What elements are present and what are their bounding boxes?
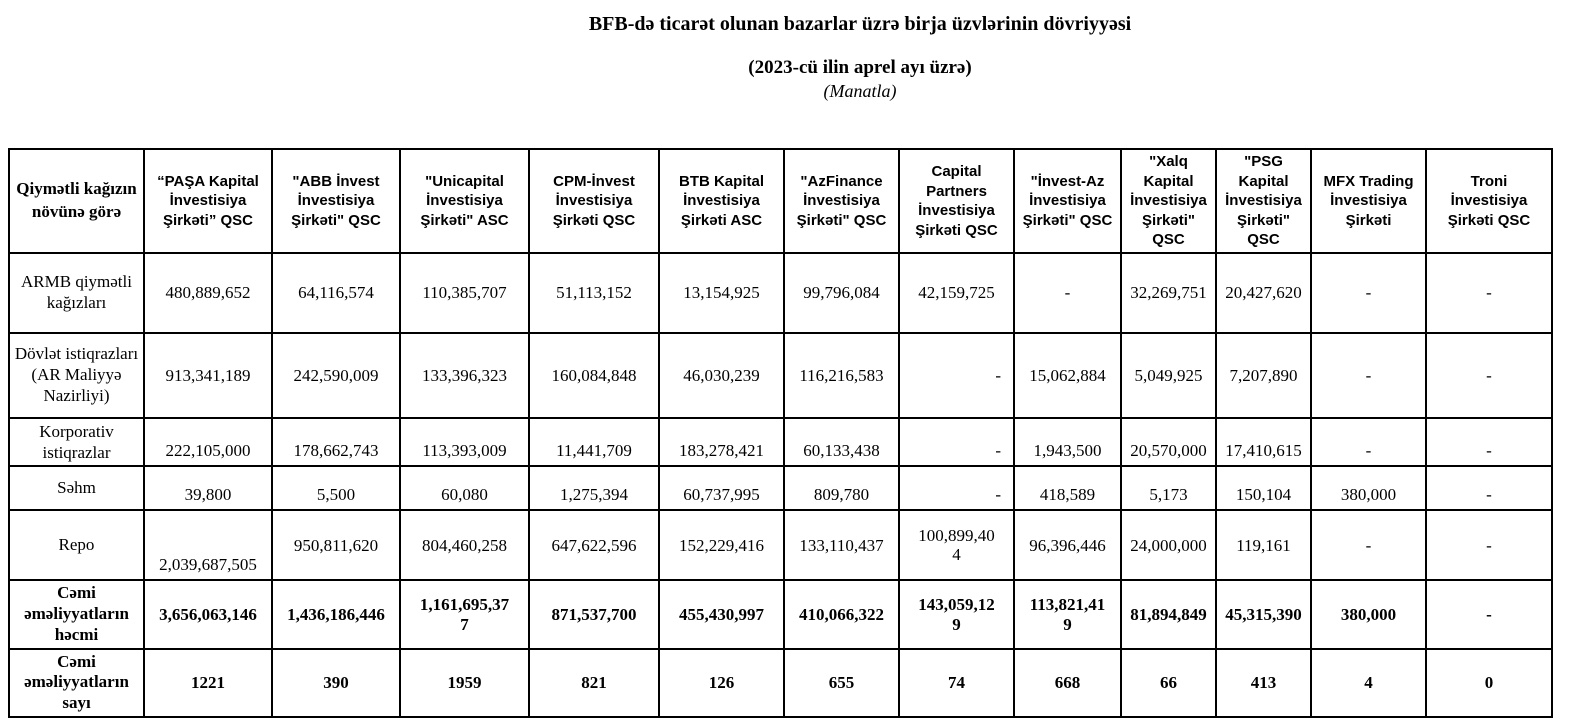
row-label: Dövlət istiqrazları (AR Maliyyə Nazirliyi) [9,333,144,418]
value-cell: 96,396,446 [1014,510,1121,580]
turnover-table [8,148,1553,718]
row-label: Cəmi əməliyyatların həcmi [9,580,144,648]
column-header: Capital Partners İnvestisiya Şirkəti QSC [899,149,1014,253]
value-cell: 160,084,848 [529,333,659,418]
value-cell: - [1311,510,1426,580]
value-cell: 60,133,438 [784,418,899,466]
value-cell: 647,622,596 [529,510,659,580]
value-cell: 5,049,925 [1121,333,1216,418]
value-cell: 60,080 [400,466,529,510]
value-cell: - [1311,333,1426,418]
value-cell: - [1311,418,1426,466]
value-cell: 81,894,849 [1121,580,1216,648]
value-cell: 13,154,925 [659,253,784,333]
table-row [9,580,1552,648]
value-cell: 418,589 [1014,466,1121,510]
value-cell: - [899,418,1014,466]
value-cell: 42,159,725 [899,253,1014,333]
value-cell: 17,410,615 [1216,418,1311,466]
value-cell: 99,796,084 [784,253,899,333]
value-cell: 5,500 [272,466,400,510]
header-row [9,149,1552,253]
column-header: MFX Trading İnvestisiya Şirkəti [1311,149,1426,253]
value-cell: 804,460,258 [400,510,529,580]
value-cell [899,510,1014,580]
value-cell: - [1426,418,1552,466]
table-row [9,253,1552,333]
row-label: Korporativ istiqrazlar [9,418,144,466]
table-row [9,418,1552,466]
value-cell: - [1311,253,1426,333]
value-cell: 1,436,186,446 [272,580,400,648]
value-cell: - [1426,510,1552,580]
value-cell: 480,889,652 [144,253,272,333]
value-text: 100,899,404 [918,525,995,565]
value-cell: 20,427,620 [1216,253,1311,333]
value-cell: 32,269,751 [1121,253,1216,333]
value-cell: 119,161 [1216,510,1311,580]
value-cell: 178,662,743 [272,418,400,466]
value-cell: 410,066,322 [784,580,899,648]
row-label: ARMB qiymətli kağızları [9,253,144,333]
value-cell: 1959 [400,649,529,717]
table-row [9,510,1552,580]
value-cell: 46,030,239 [659,333,784,418]
value-text: 143,059,129 [918,595,995,634]
column-header: "ABB İnvest İnvestisiya Şirkəti" QSC [272,149,400,253]
value-cell: - [1426,580,1552,648]
row-label: Repo [9,510,144,580]
value-cell: 5,173 [1121,466,1216,510]
column-header: "İnvest-Az İnvestisiya Şirkəti" QSC [1014,149,1121,253]
value-cell: 24,000,000 [1121,510,1216,580]
value-cell: 1,943,500 [1014,418,1121,466]
value-text: 1,161,695,377 [419,595,510,634]
column-header: "Xalq Kapital İnvestisiya Şirkəti" QSC [1121,149,1216,253]
value-cell: 242,590,009 [272,333,400,418]
value-cell: 821 [529,649,659,717]
value-cell: 45,315,390 [1216,580,1311,648]
value-cell: - [1426,466,1552,510]
value-cell: 668 [1014,649,1121,717]
value-cell: 950,811,620 [272,510,400,580]
value-cell: - [1426,333,1552,418]
value-cell: 66 [1121,649,1216,717]
value-cell: 455,430,997 [659,580,784,648]
value-cell: 1,275,394 [529,466,659,510]
value-cell: 152,229,416 [659,510,784,580]
table-row [9,333,1552,418]
currency-note: (Manatla) [823,81,897,101]
value-cell: 2,039,687,505 [144,510,272,580]
value-cell: 4 [1311,649,1426,717]
value-cell: 20,570,000 [1121,418,1216,466]
table-row [9,649,1552,717]
row-header-label: Qiymətli kağızın növünə görə [9,149,144,253]
value-cell: 413 [1216,649,1311,717]
value-cell: 222,105,000 [144,418,272,466]
value-cell: 380,000 [1311,466,1426,510]
value-cell: 133,110,437 [784,510,899,580]
value-text: 113,821,419 [1029,595,1106,634]
report-title: BFB-də ticarət olunan bazarlar üzrə birja üzvlərinin dövriyyəsi [588,13,1132,35]
value-cell: 126 [659,649,784,717]
column-header: "PSG Kapital İnvestisiya Şirkəti" QSC [1216,149,1311,253]
value-cell: 60,737,995 [659,466,784,510]
value-cell [1014,580,1121,648]
value-cell: - [1426,253,1552,333]
column-header: "Unicapital İnvestisiya Şirkəti" ASC [400,149,529,253]
value-cell: 913,341,189 [144,333,272,418]
value-cell: 380,000 [1311,580,1426,648]
column-header: Troni İnvestisiya Şirkəti QSC [1426,149,1552,253]
column-header: "AzFinance İnvestisiya Şirkəti" QSC [784,149,899,253]
value-cell: 15,062,884 [1014,333,1121,418]
value-cell: 7,207,890 [1216,333,1311,418]
report-heading [150,0,1570,102]
value-cell: 133,396,323 [400,333,529,418]
row-label: Cəmi əməliyyatların sayı [9,649,144,717]
value-cell: 390 [272,649,400,717]
value-cell: 150,104 [1216,466,1311,510]
value-cell: 51,113,152 [529,253,659,333]
value-cell: - [899,333,1014,418]
value-cell [400,580,529,648]
column-header: CPM-İnvest İnvestisiya Şirkəti QSC [529,149,659,253]
value-cell: - [1014,253,1121,333]
value-cell: 64,116,574 [272,253,400,333]
report-period: (2023-cü ilin aprel ayı üzrə) [748,57,972,78]
value-cell: 110,385,707 [400,253,529,333]
value-cell: 1221 [144,649,272,717]
value-cell: 871,537,700 [529,580,659,648]
value-cell: 11,441,709 [529,418,659,466]
value-cell: 0 [1426,649,1552,717]
value-cell: 116,216,583 [784,333,899,418]
value-cell: 113,393,009 [400,418,529,466]
row-label: Səhm [9,466,144,510]
value-cell [899,580,1014,648]
value-cell: 3,656,063,146 [144,580,272,648]
value-cell: 183,278,421 [659,418,784,466]
value-cell: 809,780 [784,466,899,510]
value-cell: 655 [784,649,899,717]
value-cell: 74 [899,649,1014,717]
value-cell: - [899,466,1014,510]
column-header: BTB Kapital İnvestisiya Şirkəti ASC [659,149,784,253]
column-header: “PAŞA Kapital İnvestisiya Şirkəti” QSC [144,149,272,253]
table-row [9,466,1552,510]
value-cell: 39,800 [144,466,272,510]
